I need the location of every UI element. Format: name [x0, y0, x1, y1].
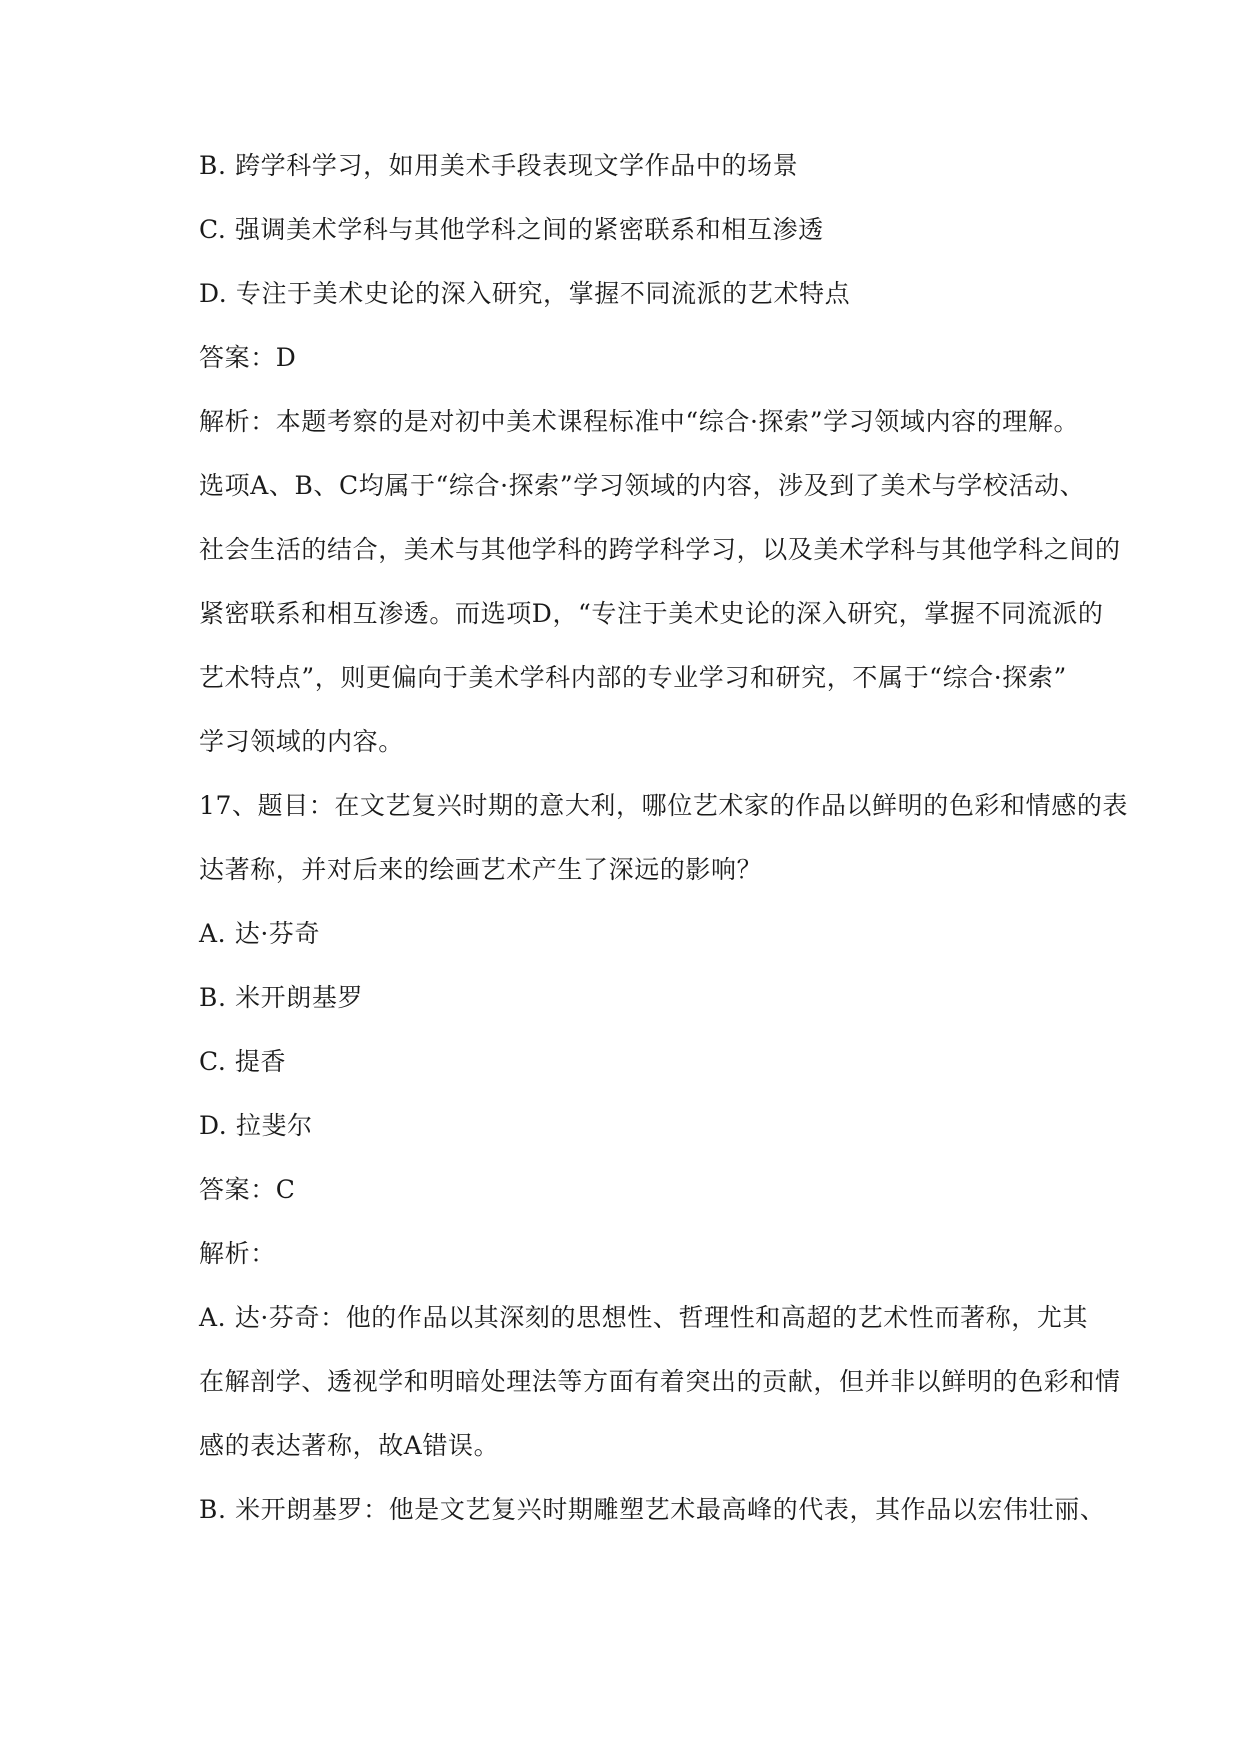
question-line: 达著称，并对后来的绘画艺术产生了深远的影响？ — [199, 855, 763, 884]
analysis-line: 紧密联系和相互渗透。而选项D，“专注于美术史论的深入研究，掌握不同流派的 — [199, 599, 1104, 628]
option-c-line: C. 强调美术学科与其他学科之间的紧密联系和相互渗透 — [199, 215, 824, 244]
answer-line: 答案：D — [199, 343, 297, 372]
analysis-line: 艺术特点”，则更偏向于美术学科内部的专业学习和研究，不属于“综合·探索” — [199, 663, 1067, 692]
analysis-line: 在解剖学、透视学和明暗处理法等方面有着突出的贡献，但并非以鲜明的色彩和情 — [199, 1367, 1121, 1396]
analysis-line: 社会生活的结合，美术与其他学科的跨学科学习，以及美术学科与其他学科之间的 — [199, 535, 1121, 564]
question-line: 17、题目：在文艺复兴时期的意大利，哪位艺术家的作品以鲜明的色彩和情感的表 — [199, 791, 1129, 820]
analysis-line: B. 米开朗基罗：他是文艺复兴时期雕塑艺术最高峰的代表，其作品以宏伟壮丽、 — [199, 1495, 1106, 1524]
option-a-line: A. 达·芬奇 — [199, 919, 321, 948]
analysis-line: 选项A、B、C均属于“综合·探索”学习领域的内容，涉及到了美术与学校活动、 — [199, 471, 1086, 500]
option-b-line: B. 米开朗基罗 — [199, 983, 364, 1012]
analysis-line: 学习领域的内容。 — [199, 727, 404, 756]
answer-line: 答案：C — [199, 1175, 296, 1204]
analysis-heading: 解析： — [199, 1239, 276, 1268]
option-d-line: D. 拉斐尔 — [199, 1111, 313, 1140]
option-b-line: B. 跨学科学习，如用美术手段表现文学作品中的场景 — [199, 151, 799, 180]
analysis-line: 感的表达著称，故A错误。 — [199, 1431, 500, 1460]
option-d-line: D. 专注于美术史论的深入研究，掌握不同流派的艺术特点 — [199, 279, 851, 308]
option-c-line: C. 提香 — [199, 1047, 287, 1076]
analysis-line: A. 达·芬奇：他的作品以其深刻的思想性、哲理性和高超的艺术性而著称，尤其 — [199, 1303, 1089, 1332]
analysis-line: 解析：本题考察的是对初中美术课程标准中“综合·探索”学习领域内容的理解。 — [199, 407, 1080, 436]
